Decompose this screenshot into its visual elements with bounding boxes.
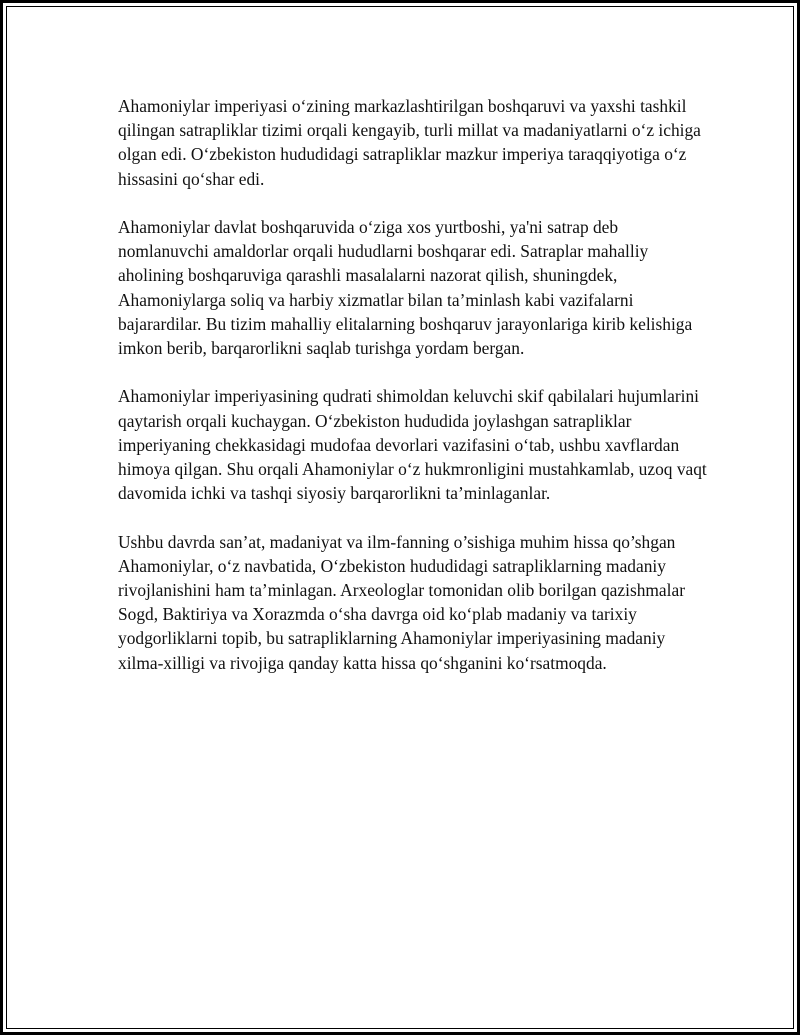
paragraph-2: Ahamoniylar davlat boshqaruvida o‘ziga xos yurtboshi, ya'ni satrap deb nomlanuvchi amaldorlar orqali hududlarni boshqarar edi. Satraplar mahalliy aholining boshqaruviga qarashli masalalarni nazorat qilish, shuningdek, Ahamoniylarga soliq va harbiy xizmatlar bilan ta’minlash kabi vazifalarni bajarardilar. Bu tizim mahalliy elitalarning boshqaruv jarayonlariga kirib kelishiga imkon berib, barqarorlikni saqlab turishga yordam bergan. — [118, 217, 693, 359]
paragraph-1: Ahamoniylar imperiyasi o‘zining markazlashtirilgan boshqaruvi va yaxshi tashkil qilingan satrapliklar tizimi orqali kengayib, turli millat va madaniyatlarni o‘z ichiga olgan edi. O‘zbekiston hududidagi satrapliklar mazkur imperiya taraqqiyotiga o‘z hissasini qo‘shar edi. — [118, 96, 701, 189]
paragraph-4: Ushbu davrda san’at, madaniyat va ilm-fanning o’sishiga muhim hissa qo’shgan Ahamoniylar, o‘z navbatida, O‘zbekiston hududidagi satrapliklarning madaniy rivojlanishini ham ta’minlagan. Arxeologlar tomonidan olib borilgan qazishmalar Sogd, Baktiriya va Xorazmda o‘sha davrga oid ko‘plab madaniy va tarixiy yodgorliklarni topib, bu satrapliklarning Ahamoniylar imperiyasining madaniy xilma-xilligi va rivojiga qanday katta hissa qo‘shganini ko‘rsatmoqda. — [118, 531, 685, 673]
paragraph-3: Ahamoniylar imperiyasining qudrati shimoldan keluvchi skif qabilalari hujumlarini qaytarish orqali kuchaygan. O‘zbekiston hududida joylashgan satrapliklar imperiyaning chekkasidagi mudofaa devorlari vazifasini o‘tab, ushbu xavflardan himoya qilgan. Shu orqali Ahamoniylar o‘z hukmronligini mustahkamlab, uzoq vaqt davomida ichki va tashqi siyosiy barqarorlikni ta’minlaganlar. — [118, 386, 707, 504]
document-body — [118, 94, 708, 699]
